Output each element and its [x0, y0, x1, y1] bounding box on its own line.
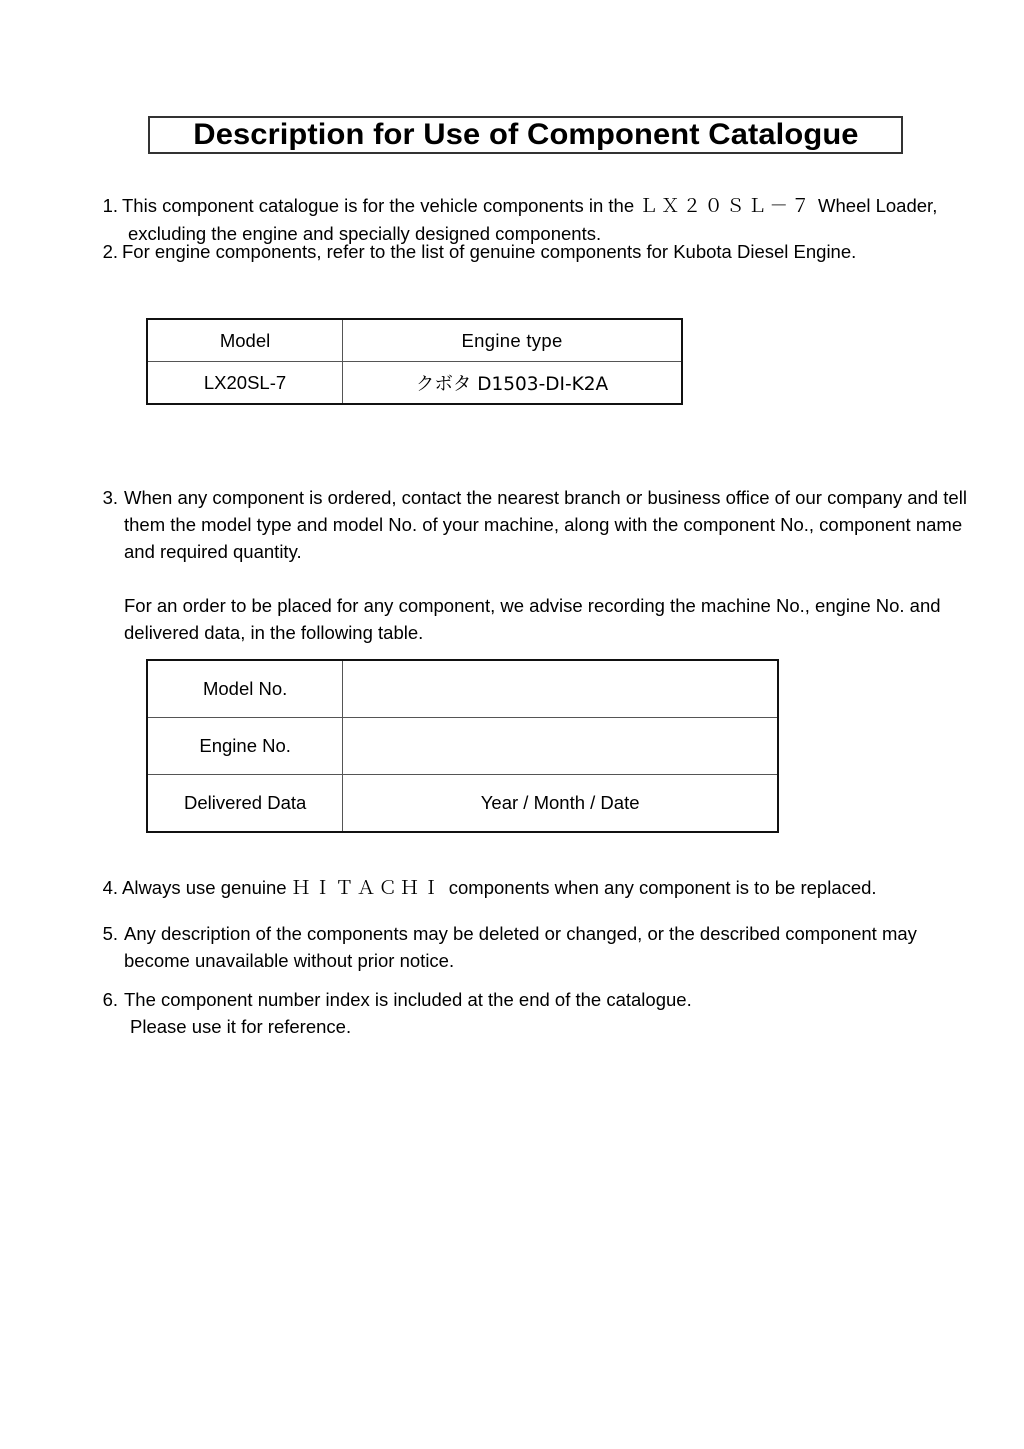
paragraph-spacer [124, 565, 974, 592]
list-item-6-marker: 6. [102, 989, 118, 1010]
label-model-no: Model No. [147, 660, 343, 718]
list-item-5 [94, 920, 974, 974]
list-item-6 [94, 986, 974, 1040]
list-item-1-line2: excluding the engine and specially designed components. [128, 223, 602, 244]
brand-name-hitachi: ＨＩＴＡＣＨＩ [291, 878, 444, 899]
list-item-3-marker: 3. [102, 487, 118, 508]
column-header-model: Model [147, 319, 343, 362]
label-delivered-data: Delivered Data [147, 775, 343, 833]
field-model-no[interactable] [343, 660, 778, 718]
list-item-4-text-b: components when any component is to be replaced. [443, 877, 877, 898]
column-header-engine-type: Engine type [343, 319, 682, 362]
list-item-5-body: Any description of the components may be deleted or changed, or the described component may become unavailable without prior notice. [124, 923, 917, 971]
list-item-2 [94, 238, 974, 265]
field-delivered-data[interactable]: Year / Month / Date [343, 775, 778, 833]
table-header-row [147, 319, 682, 362]
list-item-4-marker: 4. [102, 877, 118, 898]
machine-record-table [146, 659, 779, 833]
engine-type-table [146, 318, 683, 405]
list-item-5-marker: 5. [102, 923, 118, 944]
list-item-1-marker: 1. [102, 195, 118, 216]
page-title: Description for Use of Component Catalogue [192, 118, 859, 151]
list-item-6-body [124, 986, 974, 1040]
list-item-2-body: For engine components, refer to the list of genuine components for Kubota Diesel Engine. [122, 241, 857, 262]
list-item-1-text-a: This component catalogue is for the vehicle components in the [122, 195, 640, 216]
list-item-6-line1: The component number index is included at the end of the catalogue. [124, 989, 692, 1010]
list-item-6-line2: Please use it for reference. [130, 1016, 352, 1037]
page-title-box [148, 116, 903, 154]
list-item-4 [94, 874, 974, 902]
table-row [147, 362, 682, 405]
field-engine-no[interactable] [343, 718, 778, 775]
list-item-3-paragraph-1: When any component is ordered, contact the nearest branch or business office of our company and tell them the model type and model No. of your machine, along with the component No., component name and required quantity. [124, 487, 967, 562]
cell-engine-type-value: クボタ D1503-DI-K2A [343, 362, 682, 405]
cell-model-value: LX20SL-7 [147, 362, 343, 405]
list-item-4-text-a: Always use genuine [122, 877, 292, 898]
list-item-3-paragraph-2: For an order to be placed for any component, we advise recording the machine No., engine No. and delivered data, in the following table. [124, 595, 941, 643]
list-item-2-marker: 2. [102, 241, 118, 262]
list-item-4-body [122, 874, 974, 902]
list-item-3-body [124, 484, 974, 646]
table-row [147, 718, 778, 775]
label-engine-no: Engine No. [147, 718, 343, 775]
model-designation: ＬＸ２０ＳＬ－７ [639, 196, 813, 217]
list-item-1-text-b: Wheel Loader, [812, 195, 938, 216]
table-row [147, 775, 778, 833]
list-item-3 [94, 484, 974, 646]
table-row [147, 660, 778, 718]
